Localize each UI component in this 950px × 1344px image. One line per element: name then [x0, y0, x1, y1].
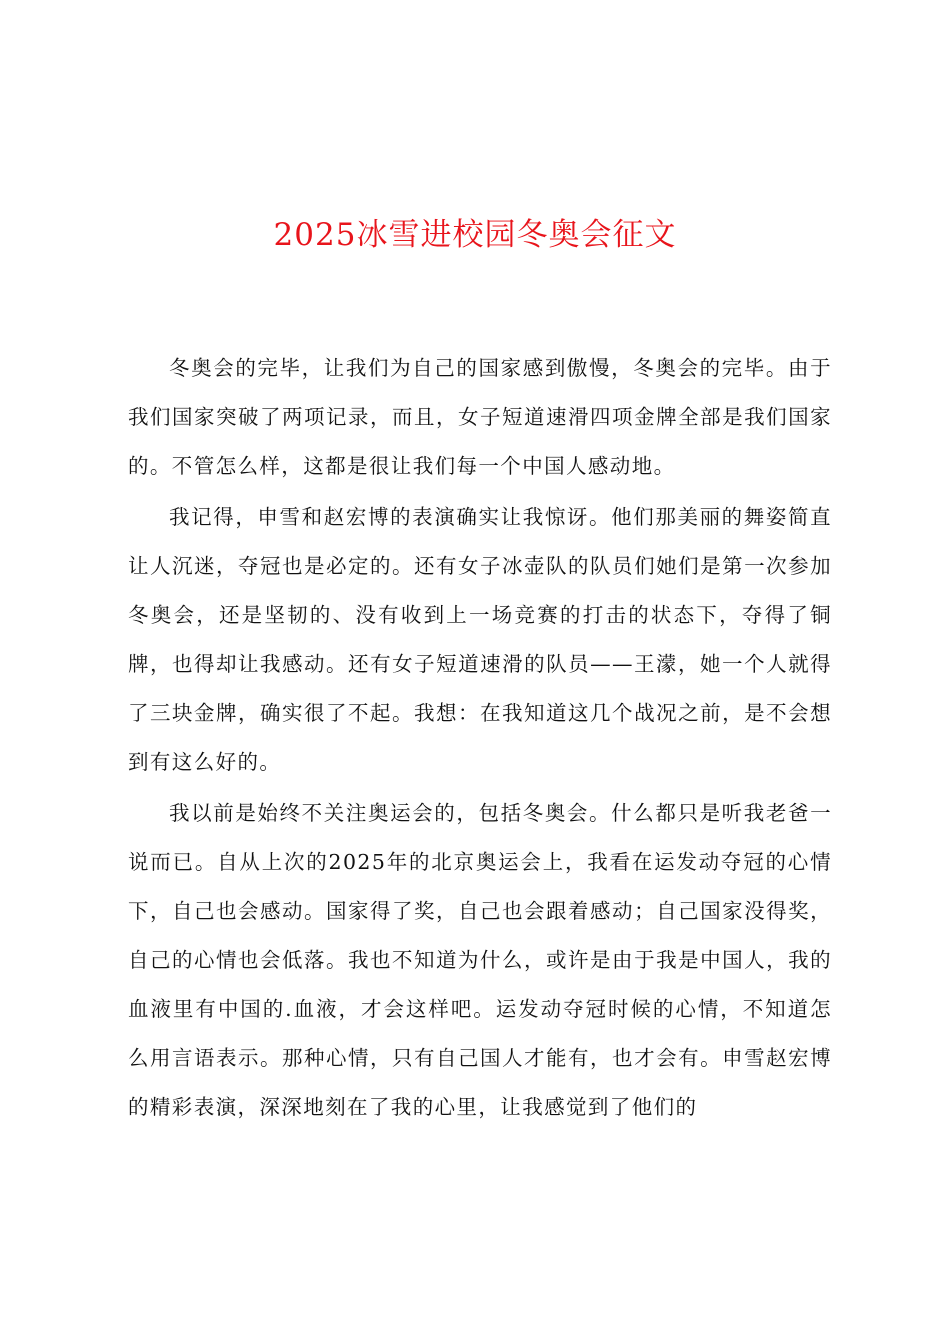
paragraph-2: 我记得，申雪和赵宏博的表演确实让我惊讶。他们那美丽的舞姿简直让人沉迷，夺冠也是必定的。还有女子冰壶队的队员们她们是第一次参加冬奥会，还是坚韧的、没有收到上一场竞赛的打击的状态下，夺得了铜牌，也得却让我感动。还有女子短道速滑的队员——王濛，她一个人就得了三块金牌，确实很了不起。我想：在我知道这几个战况之前，是不会想到有这么好的。 — [128, 505, 832, 774]
paragraph-3: 我以前是始终不关注奥运会的，包括冬奥会。什么都只是听我老爸一说而已。自从上次的2025年的北京奥运会上，我看在运发动夺冠的心情下，自己也会感动。国家得了奖，自己也会跟着感动；自己国家没得奖，自己的心情也会低落。我也不知道为什么，或许是由于我是中国人，我的血液里有中国的.血液，才会这样吧。运发动夺冠时候的心情，不知道怎么用言语表示。那种心情，只有自己国人才能有，也才会有。申雪赵宏博的精彩表演，深深地刻在了我的心里，让我感觉到了他们的 — [128, 801, 832, 1119]
document-body — [128, 344, 832, 1134]
document-title: 2025冰雪进校园冬奥会征文 — [273, 217, 677, 253]
paragraph-1: 冬奥会的完毕，让我们为自己的国家感到傲慢，冬奥会的完毕。由于我们国家突破了两项记录，而且，女子短道速滑四项金牌全部是我们国家的。不管怎么样，这都是很让我们每一个中国人感动地。 — [128, 356, 832, 478]
